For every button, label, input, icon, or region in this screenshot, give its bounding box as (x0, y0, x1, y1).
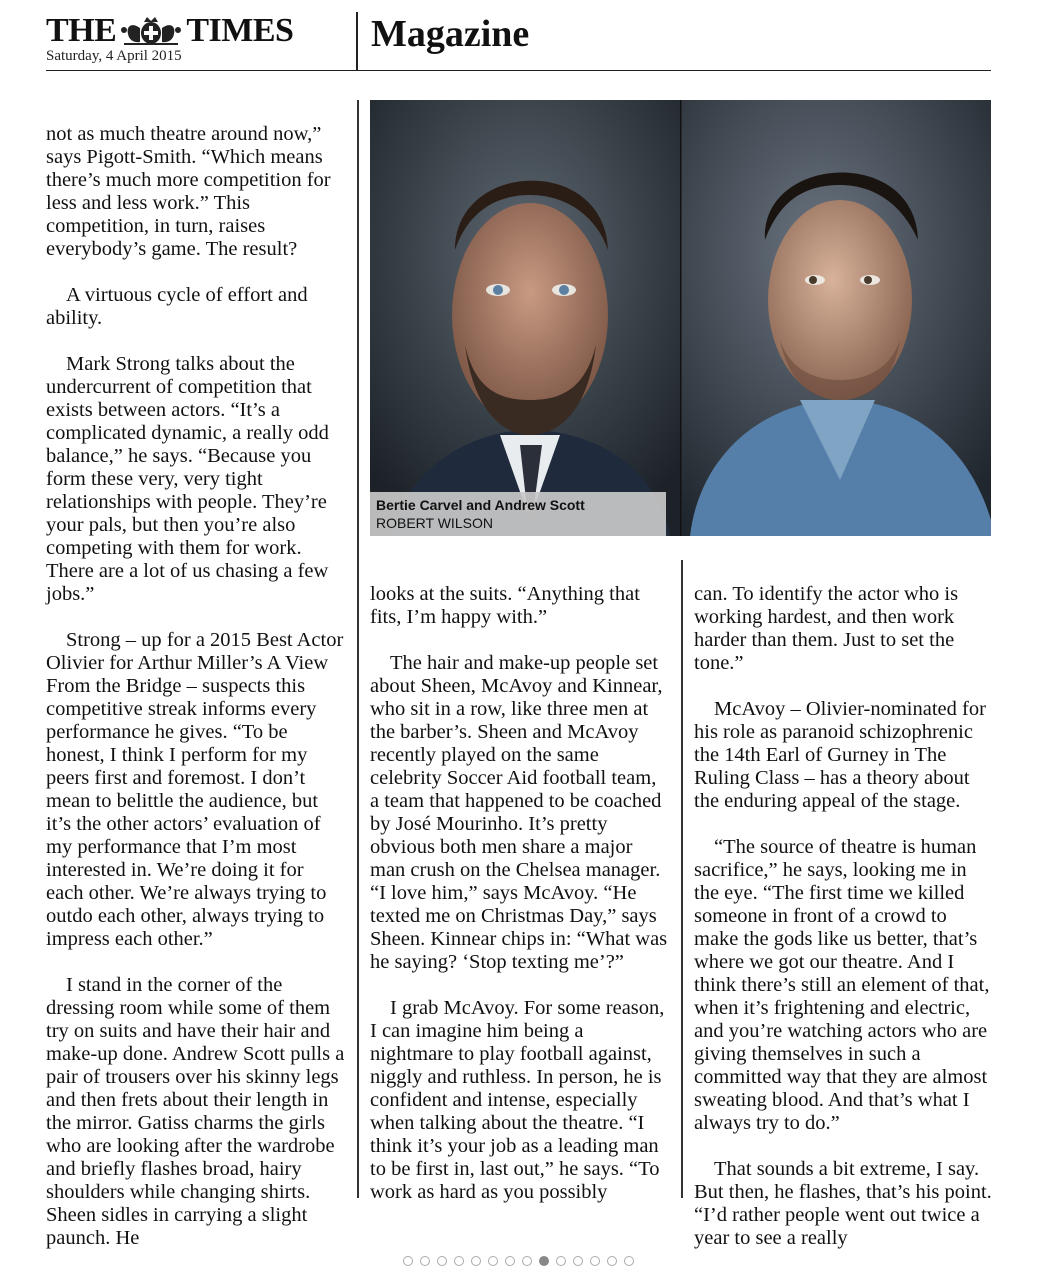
paragraph: “The source of theatre is human sacrifice,” he says, looking me in the eye. “The first time we killed someone in front of a crowd to make the gods like us better, that’s where we got our theatre. And I think there’s still an element of that, when it’s frightening and electric, and you’re watching actors who are giving themselves in such a committed way that they are almost sweating blood. And that’s what I always try to do.” (694, 836, 990, 1134)
article-column-2 (370, 560, 670, 1227)
paragraph: can. To identify the actor who is working hardest, and then work harder than them. Just to set the tone.” (694, 583, 959, 674)
page-dot[interactable] (539, 1256, 549, 1266)
paragraph: That sounds a bit extreme, I say. But then, he flashes, that’s his point. “I’d rather people went out twice a year to see a really (694, 1158, 992, 1249)
page-dot[interactable] (403, 1256, 413, 1266)
column-rule-right (681, 560, 683, 1198)
paragraph: I stand in the corner of the dressing room while some of them try on suits and have their hair and make-up done. Andrew Scott pulls a pair of trousers over his skinny legs and then frets about their length in the mirror. Gatiss charms the girls who are looking after the wardrobe and briefly flashes broad, hairy shoulders while changing shirts. Sheen sidles in carrying a slight paunch. He (46, 974, 345, 1249)
article-column-1 (46, 100, 346, 1273)
page-dot[interactable] (573, 1256, 583, 1266)
page-dot[interactable] (488, 1256, 498, 1266)
page-dot[interactable] (437, 1256, 447, 1266)
caption-credit: ROBERT WILSON (376, 515, 493, 531)
the-times-logo (46, 14, 293, 48)
page-indicator (0, 1256, 1037, 1270)
paragraph: I grab McAvoy. For some reason, I can imagine him being a nightmare to play football against, niggly and ruthless. In person, he is confident and intense, especially when talking about the theatre. “I think it’s your job as a leading man to be first in, last out,” he says. “To work as hard as you possibly (370, 997, 665, 1203)
article-photo (370, 100, 991, 536)
section-title: Magazine (371, 13, 530, 55)
page-dot[interactable] (454, 1256, 464, 1266)
page-dot[interactable] (471, 1256, 481, 1266)
page-dot[interactable] (624, 1256, 634, 1266)
page-dot[interactable] (522, 1256, 532, 1266)
masthead-divider (356, 12, 358, 70)
paragraph: looks at the suits. “Anything that fits, I’m happy with.” (370, 583, 640, 628)
caption-names: Bertie Carvel and Andrew Scott (376, 497, 585, 513)
page-dot[interactable] (556, 1256, 566, 1266)
page-dot[interactable] (607, 1256, 617, 1266)
paragraph: A virtuous cycle of effort and ability. (46, 284, 308, 329)
masthead (46, 10, 991, 71)
royal-crest-icon (118, 16, 184, 46)
photo-caption (370, 492, 666, 536)
paragraph: Strong – up for a 2015 Best Actor Olivier for Arthur Miller’s A View From the Bridge – suspects this competitive streak informs every performance he gives. “To be honest, I think I perform for my peers first and foremost. I don’t mean to belittle the audience, but it’s the other actors’ evaluation of my performance that I’m most interested in. We’re doing it for each other. We’re always trying to outdo each other, always trying to impress each other.” (46, 629, 344, 950)
column-rule-left (357, 100, 359, 1198)
article-column-3 (694, 560, 994, 1273)
paragraph: McAvoy – Olivier-nominated for his role as paranoid schizophrenic the 14th Earl of Gurney in The Ruling Class – has a theory about the enduring appeal of the stage. (694, 698, 986, 812)
paragraph: not as much theatre around now,” says Pigott-Smith. “Which means there’s much more competition for less and less work.” This competition, in turn, raises everybody’s game. The result? (46, 123, 331, 260)
logo-text-times: TIMES (186, 12, 294, 49)
page-dot[interactable] (505, 1256, 515, 1266)
portrait-photo-illustration (370, 100, 991, 536)
logo-text-the: THE (46, 12, 117, 49)
paragraph: The hair and make-up people set about Sheen, McAvoy and Kinnear, who sit in a row, like three men at the barber’s. Sheen and McAvoy recently played on the same celebrity Soccer Aid football team, a team that happened to be coached by José Mourinho. It’s pretty obvious both men share a major man crush on the Chelsea manager. “I love him,” says McAvoy. “He texted me on Christmas Day,” says Sheen. Kinnear chips in: “What was he saying? ‘Stop texting me’?” (370, 652, 668, 973)
page-dot[interactable] (590, 1256, 600, 1266)
paragraph: Mark Strong talks about the undercurrent of competition that exists between actors. “It’s a complicated dynamic, a really odd balance,” he says. “Because you form these very, very tight relationships with people. They’re your pals, but then you’re also competing with them for work. There are a lot of us chasing a few jobs.” (46, 353, 329, 605)
page-dot[interactable] (420, 1256, 430, 1266)
issue-date: Saturday, 4 April 2015 (46, 48, 182, 64)
